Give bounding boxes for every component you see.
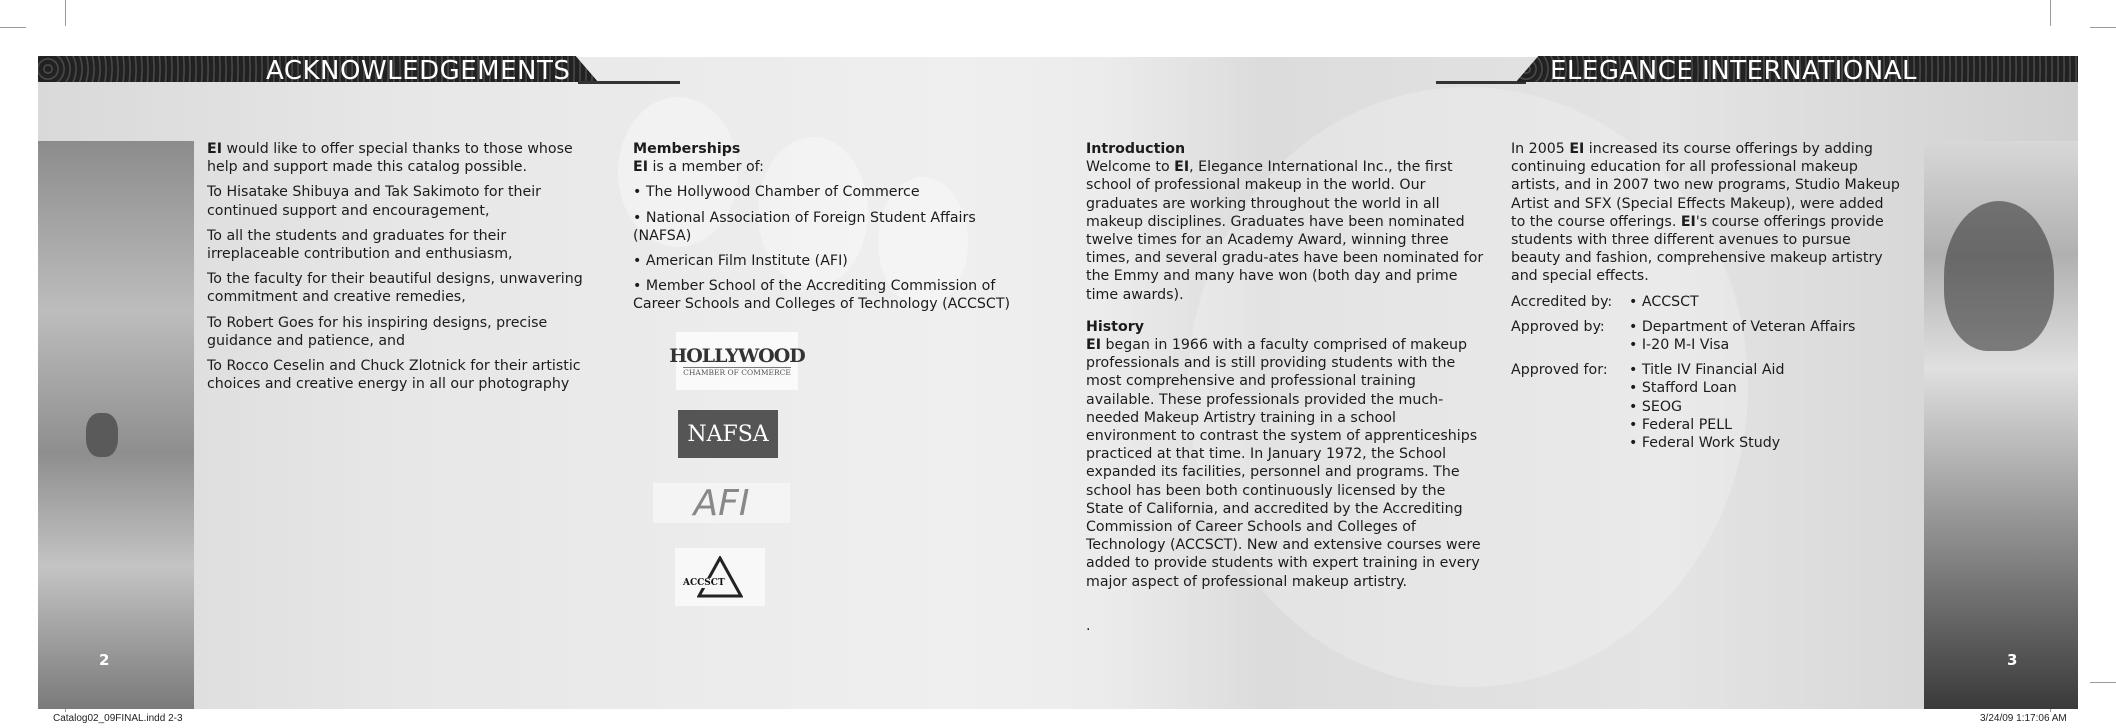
credential-label: Accredited by: [1511,293,1613,310]
crop-mark [2090,27,2116,28]
hollywood-logo-text: HOLLYWOOD [669,345,805,367]
ei-mark: EI [1086,337,1101,354]
acknowledgement-text: would like to offer special thanks to those whose help and support made this catalog possible. [207,141,573,176]
mannequin-nose-shadow [86,413,118,457]
page-number: 2 [99,651,110,669]
acknowledgement-text: To Rocco Ceselin and Chuck Zlotnick for their artistic choices and creative energy in all our photography [207,358,581,393]
credential-row [1511,361,1901,452]
intro-lead: Welcome to [1086,159,1175,176]
stray-mark: . [1086,617,1091,634]
acknowledgement-paragraph [207,140,599,176]
introduction-column [1086,140,1486,642]
history-text: began in 1966 with a faculty comprised of makeup professionals and is still providing students with the most comprehensive and professional training available. These professionals provided the much-needed Makeup Artistry training in a school environment to contrast the system of apprenticeships practiced at that time. In January 1972, the School expanded its facilities, personnel and programs. The school has been both continuously licensed by the State of California, and accredited by the Accrediting Commission of Career Schools and Colleges of Technology (ACCSCT). New and extensive courses were added to provide students with expert training in every major aspect of professional makeup artistry. [1086,337,1481,590]
membership-item: • The Hollywood Chamber of Commerce [633,184,920,201]
credential-label: Approved by: [1511,318,1605,335]
credential-value: • Department of Veteran Affairs [1629,318,1856,335]
nafsa-logo [678,410,778,458]
introduction-heading: Introduction [1086,141,1186,157]
credential-row [1511,318,1901,354]
elegance-header-band [1436,56,2078,84]
afi-logo [653,483,790,523]
memberships-column [633,140,1033,321]
acknowledgement-paragraph [207,357,599,393]
credential-value: • ACCSCT [1629,293,1699,310]
history-heading: History [1086,318,1144,335]
nafsa-logo-text: NAFSA [687,421,769,447]
acknowledgements-column [207,140,599,400]
credential-value: • Stafford Loan [1629,380,1737,397]
credential-row [1511,293,1901,311]
accsct-logo-text: ACCSCT [683,578,725,588]
ei-mark: EI [633,159,648,176]
header-rule [578,81,680,84]
page-number: 3 [2007,651,2018,669]
crop-mark [0,27,26,28]
credential-value: • I-20 M-I Visa [1629,337,1730,354]
credentials-table [1511,293,1901,453]
acknowledgement-paragraph [207,227,599,263]
accsct-logo [675,548,765,606]
ei-mark: EI [1569,141,1585,157]
acknowledgement-paragraph [207,270,599,306]
memberships-intro: is a member of: [647,159,764,176]
file-slug: Catalog02_09FINAL.indd 2-3 [53,713,183,724]
mannequin-heads-photo [38,141,194,709]
credential-value: • Federal PELL [1629,416,1733,433]
crop-mark [2050,0,2051,26]
acknowledgements-header-band [38,56,680,84]
page-title: ELEGANCE INTERNATIONAL [1550,56,1918,86]
offerings-column [1511,140,1901,459]
model-mask-makeup [1944,201,2054,351]
offerings-text: increased its course offerings by adding continuing education for all professional makeup artists, and in 2007 two new programs, Studio Makeup Artist and SFX (Special Effects Makeup), were added to the course offerings. [1511,141,1900,230]
membership-item: • National Association of Foreign Student Affairs (NAFSA) [633,209,976,244]
offerings-lead: In 2005 [1511,141,1570,157]
triangle-icon [697,556,743,598]
credential-value: • Federal Work Study [1629,435,1781,452]
acknowledgement-text: To Hisatake Shibuya and Tak Sakimoto for their continued support and encouragement, [207,184,542,219]
hollywood-chamber-logo [669,332,805,390]
acknowledgement-text: To the faculty for their beautiful designs, unwavering commitment and creative remedies, [207,271,583,306]
credential-value: • Title IV Financial Aid [1629,362,1785,379]
credential-label: Approved for: [1511,362,1608,379]
membership-item: • Member School of the Accrediting Commission of Career Schools and Colleges of Technology (ACCSCT) [633,278,1011,313]
crop-mark [2090,682,2116,683]
acknowledgement-paragraph [207,314,599,350]
date-slug: 3/24/09 1:17:06 AM [1980,713,2067,724]
ei-mark: EI [207,141,222,157]
makeup-model-photo [1924,141,2078,709]
credential-value: • SEOG [1629,398,1683,415]
acknowledgement-text: To Robert Goes for his inspiring designs, precise guidance and patience, and [207,314,548,349]
hollywood-logo-subtext: CHAMBER OF COMMERCE [683,368,791,377]
afi-logo-text: AFI [693,482,750,524]
acknowledgement-paragraph [207,183,599,219]
memberships-heading: Memberships [633,141,741,157]
header-rule [1436,81,1526,84]
page-title: ACKNOWLEDGEMENTS [266,56,571,86]
membership-item: • American Film Institute (AFI) [633,253,848,270]
offerings-text-end: 's course offerings provide students with three different avenues to pursue beauty and fashion, comprehensive makeup artistry and special effects. [1511,213,1884,285]
introduction-text: , Elegance International Inc., the first school of professional makeup in the world. Our graduates are working throughout the world in all makeup disciplines. Graduates have been nominated twelve times for an Academy Award, winning three times, and several gradu-ates have been nominated for the Emmy and many have won (both day and prime time awards). [1086,159,1484,303]
ei-mark: EI [1174,159,1190,176]
crop-mark [65,0,66,26]
acknowledgement-text: To all the students and graduates for their irreplaceable contribution and enthusiasm, [207,227,513,263]
ei-mark: EI [1680,213,1696,230]
